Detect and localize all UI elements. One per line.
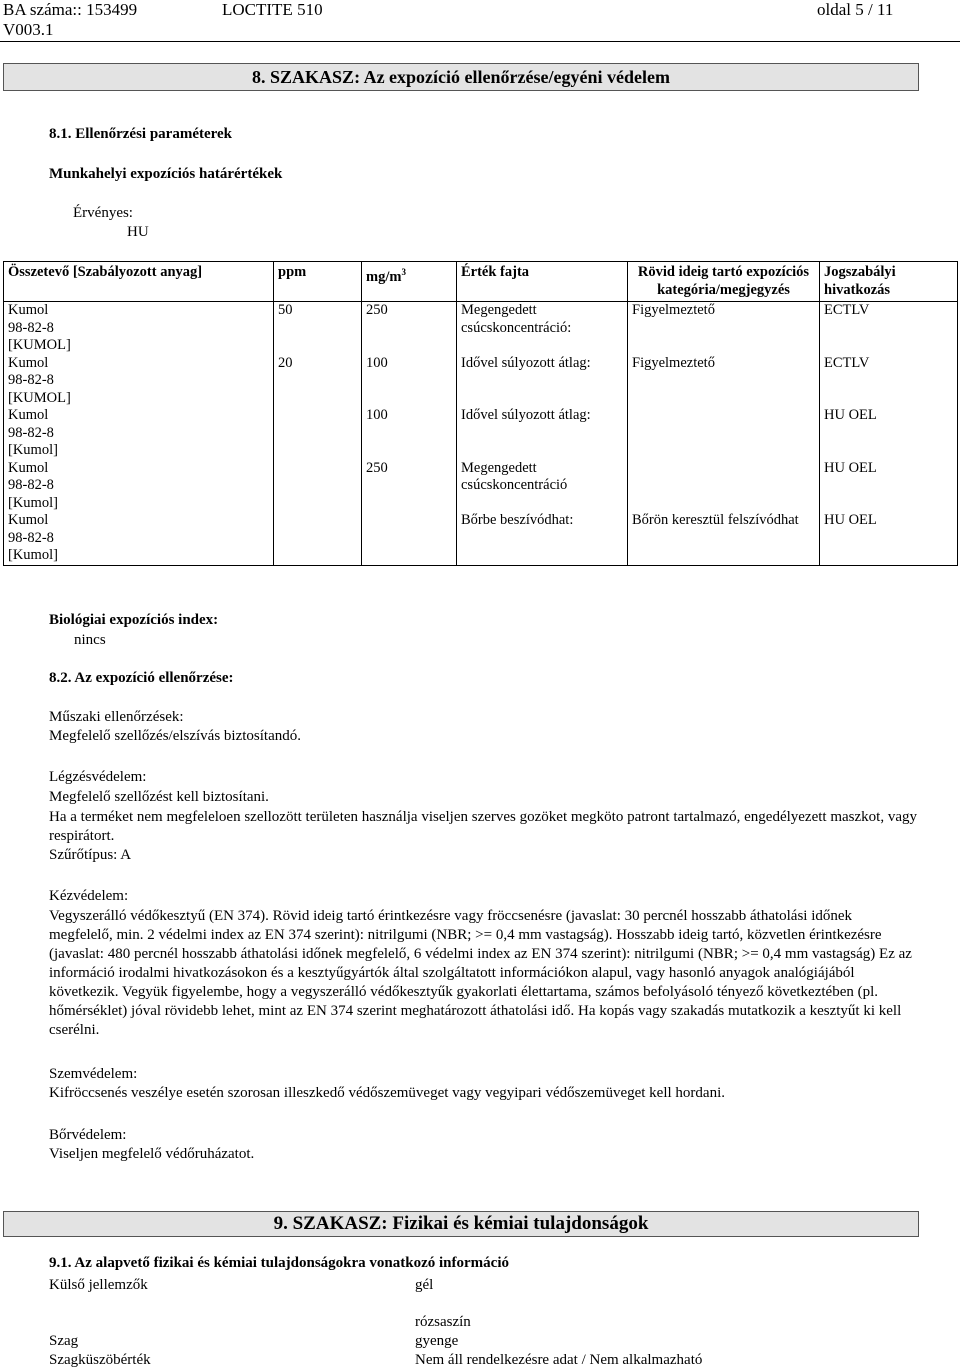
cell-type [457,302,628,355]
col-ppm: ppm [274,262,362,302]
cell-mg [362,460,457,513]
version: V003.1 [3,20,54,39]
col-component: Összetevő [Szabályozott anyag] [4,262,274,302]
cell-component [4,355,274,408]
tech-title: Műszaki ellenőrzések: [49,709,184,725]
cell-component-line: [Kumol] [8,494,58,511]
subsection-8-2: 8.2. Az expozíció ellenőrzése: [49,670,234,686]
section8-title: 8. SZAKASZ: Az expozíció ellenőrzése/egyéni védelem [3,63,919,91]
cell-mg-line: 100 [366,354,388,371]
cell-component [4,512,274,565]
cell-component-line: [KUMOL] [8,337,71,353]
hand-title: Kézvédelem: [49,888,129,904]
cell-component-line: Kumol [8,512,49,528]
skin-title: Bőrvédelem: [49,1127,127,1143]
cell-component-line: Kumol [8,302,49,318]
cell-type [457,407,628,460]
cell-type-line: csúcskoncentráció: [461,319,572,336]
cell-component [4,302,274,355]
resp-paragraph: Ha a terméket nem megfeleloen szellozött területen használja viseljen szerves gozöket megköto patront tartalmazó, engedélyezett maszkot, vagy respirátort. [49,809,917,844]
cell-mg-line: 100 [366,407,388,423]
cell-component-line: 98-82-8 [8,424,54,441]
prop-label-0: Külső jellemzők [49,1277,148,1293]
cell-reference-line: ECTLV [824,354,870,371]
cell-type-line: Megengedett [461,302,537,318]
cell-reference-line: ECTLV [824,302,870,318]
subsection-9-1: 9.1. Az alapvető fizikai és kémiai tulajdonságokra vonatkozó információ [49,1255,509,1271]
cell-component-line: [Kumol] [8,547,58,563]
resp-filter: Szűrőtípus: A [49,847,132,863]
cell-category [628,407,820,460]
cell-component-line: Kumol [8,354,49,371]
cell-mg [362,512,457,565]
cell-component-line: [KUMOL] [8,389,71,406]
cell-category-line: Figyelmeztető [632,354,715,371]
exposure-table [3,261,958,566]
cell-ppm [274,302,362,355]
prop-value-1: rózsaszín [415,1314,471,1330]
header-rule [0,41,960,42]
cell-mg [362,302,457,355]
prop-label-2: Szag [49,1333,79,1349]
cell-reference [820,460,958,513]
cell-mg [362,355,457,408]
prop-value-0: gél [415,1277,434,1293]
cell-ppm [274,355,362,408]
product-name: LOCTITE 510 [222,0,323,19]
cell-type-line: Bőrbe beszívódhat: [461,512,574,528]
ba-number: BA száma:: 153499 [3,0,138,19]
tech-text: Megfelelő szellőzés/elszívás biztosítandó. [49,728,302,744]
bio-value: nincs [74,632,106,648]
cell-reference [820,355,958,408]
cell-type-line: Idővel súlyozott átlag: [461,354,591,371]
cell-reference-line: HU OEL [824,512,877,528]
cell-reference [820,302,958,355]
cell-mg [362,407,457,460]
col-mg: $mg/m^3$ [362,262,457,302]
cell-reference-line: HU OEL [824,459,877,476]
cell-ppm [274,407,362,460]
cell-reference [820,407,958,460]
table-row [4,355,958,408]
cell-ppm-line: 50 [278,302,293,318]
cell-ppm-line: 20 [278,354,293,371]
cell-component [4,407,274,460]
cell-type-line: csúcskoncentráció [461,477,568,493]
subsection-8-1: 8.1. Ellenőrzési paraméterek [49,126,233,142]
cell-type [457,512,628,565]
bio-title: Biológiai expozíciós index: [49,612,219,628]
valid-value: HU [127,224,149,240]
cell-component-line: 98-82-8 [8,372,54,388]
cell-type [457,460,628,513]
cell-type-line: Megengedett [461,459,537,476]
cell-ppm [274,460,362,513]
section9-title: 9. SZAKASZ: Fizikai és kémiai tulajdonságok [3,1211,919,1237]
cell-reference [820,512,958,565]
col-category: Rövid ideig tartó expozíciós kategória/megjegyzés [628,262,820,302]
cell-category [628,355,820,408]
table-row [4,460,958,513]
eye-title: Szemvédelem: [49,1066,138,1082]
resp-title: Légzésvédelem: [49,769,147,785]
cell-category [628,512,820,565]
prop-value-2: gyenge [415,1333,459,1349]
table-row [4,302,958,355]
cell-category-line: Bőrön keresztül felszívódhat [632,512,799,528]
table-header-row [4,262,958,302]
cell-component-line: [Kumol] [8,442,58,458]
prop-value-3: Nem áll rendelkezésre adat / Nem alkalmazható [415,1352,703,1368]
cell-ppm [274,512,362,565]
page-number: oldal 5 / 11 [817,0,894,19]
valid-label: Érvényes: [73,205,133,221]
col-type: Érték fajta [457,262,628,302]
resp-line1: Megfelelő szellőzést kell biztosítani. [49,789,269,805]
cell-category-line: Figyelmeztető [632,302,715,318]
col-reference: Jogszabályi hivatkozás [820,262,958,302]
cell-category [628,460,820,513]
cell-component-line: 98-82-8 [8,319,54,336]
cell-reference-line: HU OEL [824,407,877,423]
prop-label-3: Szagküszöbérték [49,1352,151,1368]
cell-component-line: 98-82-8 [8,477,54,493]
cell-component [4,460,274,513]
cell-component-line: Kumol [8,459,49,476]
table-row [4,512,958,565]
cell-component-line: Kumol [8,407,49,423]
cell-component-line: 98-82-8 [8,529,54,546]
limits-title: Munkahelyi expozíciós határértékek [49,166,283,182]
cell-mg-line: 250 [366,302,388,318]
cell-type [457,355,628,408]
skin-text: Viseljen megfelelő védőruházatot. [49,1146,255,1162]
table-row [4,407,958,460]
eye-text: Kifröccsenés veszélye esetén szorosan illeszkedő védőszemüveget vagy vegyipari védőszemüveget kell hordani. [49,1085,725,1101]
cell-mg-line: 250 [366,459,388,476]
cell-category [628,302,820,355]
hand-paragraph: Vegyszerálló védőkesztyű (EN 374). Rövid ideig tartó érintkezésre vagy fröccsenésre (javaslat: 30 percnél hosszabb áthatolási időnek megfelelő, min. 2 védelmi index az EN 374 szerint): nitrilgumi (NBR; >= 0,4 mm vastagság). Hosszabb ideig tartó, közvetlen érintkezésre (javaslat: 480 percnél hosszabb áthatolási időnek megfelelő, 6 védelmi index az EN 374 szerint): nitrilgumi (NBR; >= 0,4 mm vastagság) Ez az információ irodalmi hivatkozásokon és a kesztyűgyártók által szolgáltatott információkon alapul, vagy hasonló anyagok analógiájából következik. Vegyük figyelembe, hogy a vegyszerálló védőkesztyűk gyakorlati élettartama, számos befolyásoló tényező következtében (pl. hőmérséklet) jóval rövidebb lehet, mint az EN 374 szerint meghatározott áthatolási idő. Ha kopás vagy szakadás mutatkozik a kesztyűt ki kell cserélni. [49,908,912,1038]
cell-type-line: Idővel súlyozott átlag: [461,407,591,423]
